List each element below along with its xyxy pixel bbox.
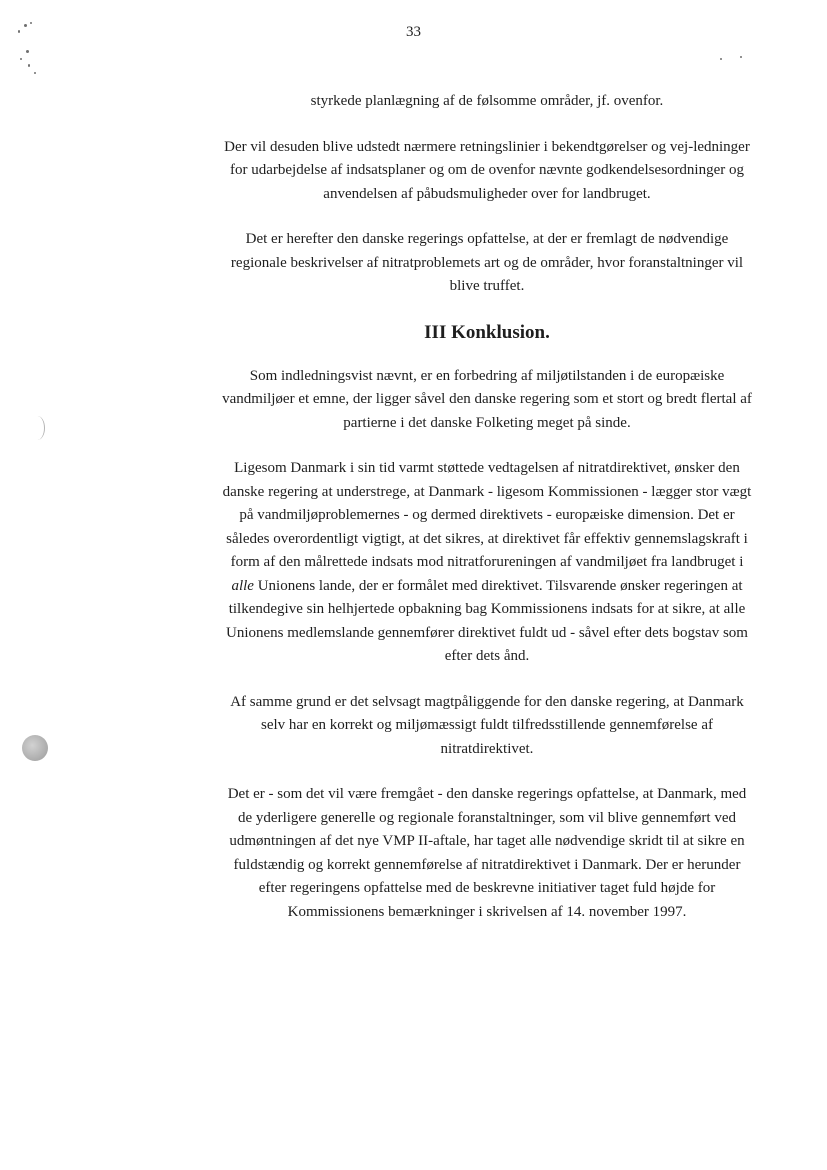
scan-speck	[26, 50, 29, 53]
paragraph: Som indledningsvist nævnt, er en forbedring af miljøtilstanden i de europæiske vandmiljøer et emne, der ligger såvel den danske regering som et stort og bredt flertal af partierne i det danske Folketing meget på sinde.	[222, 367, 752, 431]
scan-hole-punch	[22, 735, 48, 761]
scan-speck	[740, 56, 742, 58]
paragraph	[222, 457, 752, 669]
paragraph: Der vil desuden blive udstedt nærmere retningslinier i bekendtgørelser og vej-ledninger for udarbejdelse af indsatsplaner og om de ovenfor nævnte godkendelsesordninger og anvendelsen af påbudsmuligheder over for landbruget.	[224, 138, 750, 202]
paragraph: Af samme grund er det selvsagt magtpåliggende for den danske regering, at Danmark selv har en korrekt og miljømæssigt fuldt tilfredsstillende gennemførelse af nitratdirektivet.	[230, 693, 744, 757]
scan-speck	[720, 58, 722, 60]
paragraph: Det er - som det vil være fremgået - den danske regerings opfattelse, at Danmark, med de yderligere generelle og regionale foranstaltninger, som vil blive gennemført ved udmøntningen af det nye VMP II-aftale, har taget alle nødvendige skridt til at sikre en fuldstændig og korrekt gennemførelse af nitratdirektivet i Danmark. Der er herunder efter regeringens opfattelse med de beskrevne initiativer taget fuld højde for Kommissionens bemærkninger i skrivelsen af 14. november 1997.	[227, 786, 747, 920]
paragraph-text: Ligesom Danmark i sin tid varmt støttede vedtagelsen af nitratdirektivet, ønsker den danske regering at understrege, at Danmark - ligesom Kommissionen - lægger stor vægt på vandmiljøproblemernes - og dermed direktivets - europæiske dimension. Det er således overordentligt vigtigt, at det sikres, at direktivet får effektiv gennemslagskraft i form af den målrettede indsats mod nitratforureningen af vandmiljøet fra landbruget i	[222, 460, 752, 570]
paragraph: Det er herefter den danske regerings opfattelse, at der er fremlagt de nødvendige regionale beskrivelser af nitratproblemets art og de områder, hvor foranstaltninger vil blive truffet.	[230, 231, 744, 294]
section-heading: III Konklusion.	[424, 321, 550, 343]
document-body	[222, 90, 752, 946]
emphasis-text: alle	[231, 577, 254, 594]
scan-speck	[34, 72, 36, 74]
scan-arc	[30, 416, 45, 440]
paragraph-text: Unionens lande, der er formålet med direktivet. Tilsvarende ønsker regeringen at tilkendegive sin helhjertede opbakning bag Kommissionens indsats for at sikre, at alle Unionens medlemslande gennemfører direktivet fuldt ud - såvel efter dets bogstav som efter dets ånd.	[226, 577, 748, 664]
page-number: 33	[406, 24, 421, 40]
scan-speck	[28, 64, 30, 67]
scan-speck	[20, 58, 22, 60]
paragraph: styrkede planlægning af de følsomme områder, jf. ovenfor.	[310, 93, 664, 109]
